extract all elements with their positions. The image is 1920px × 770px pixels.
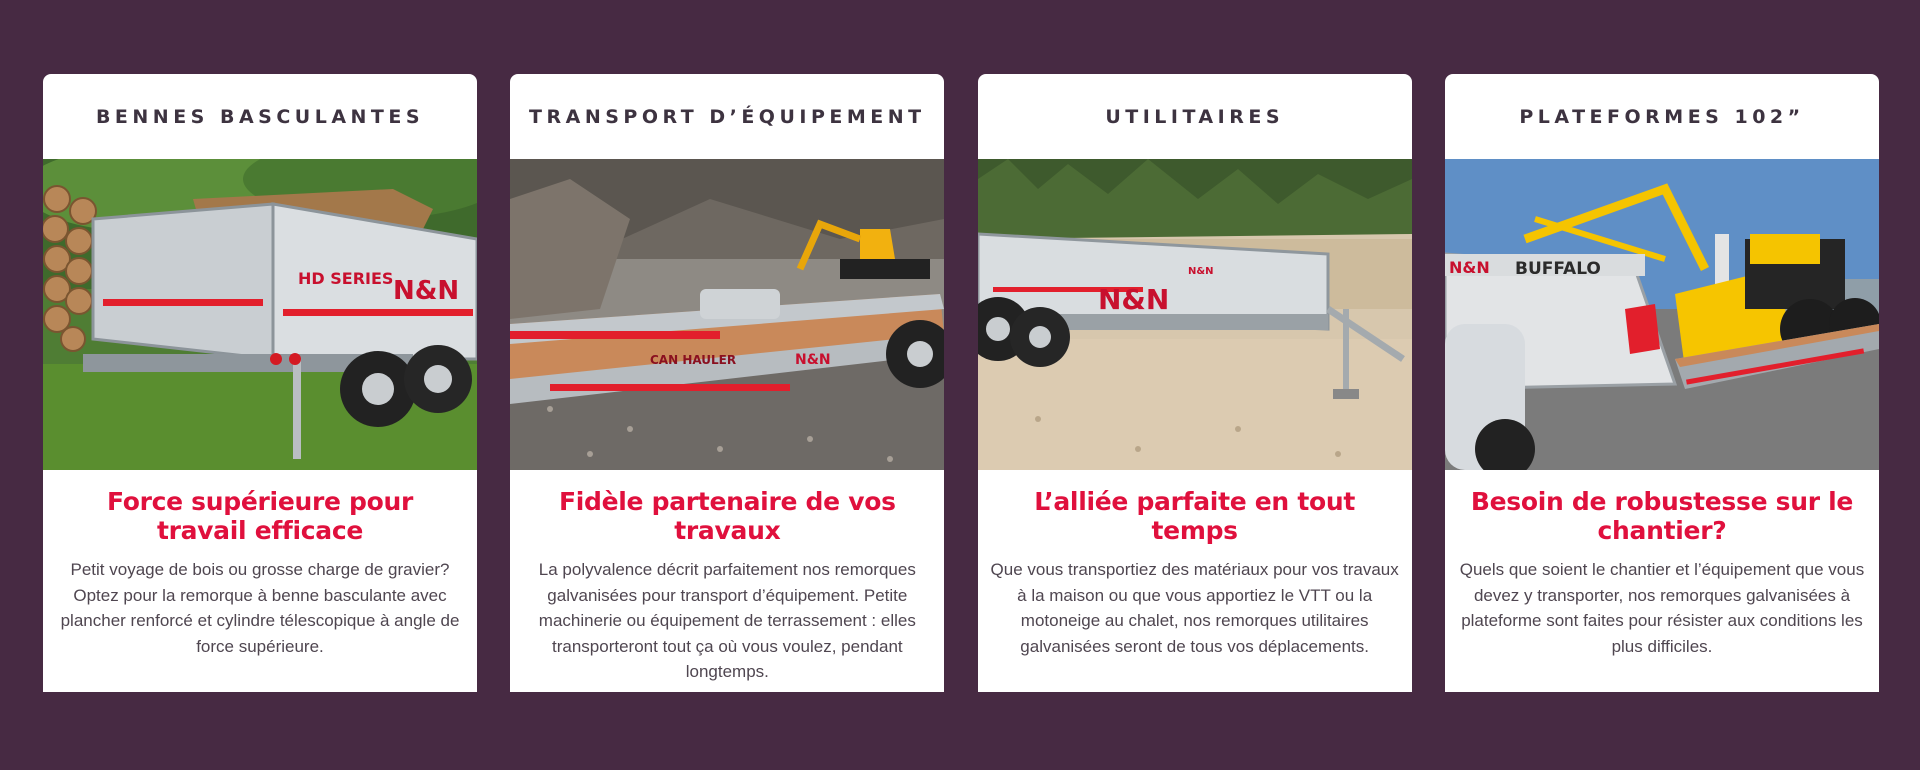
- card-transport-equipement[interactable]: [510, 74, 944, 692]
- card-title: Fidèle partenaire de vos travaux: [558, 487, 896, 545]
- flatbed-trailer-photo[interactable]: [1445, 159, 1879, 470]
- svg-text:BUFFALO: BUFFALO: [1514, 259, 1601, 279]
- card-description: Petit voyage de bois ou grosse charge de gravier? Optez pour la remorque à benne basculante avec plancher renforcé et cylindre télescopique à angle de force supérieure.: [60, 560, 460, 656]
- svg-text:N&N: N&N: [1448, 258, 1490, 277]
- svg-text:CAN HAULER: CAN HAULER: [650, 353, 737, 367]
- card-category: PLATEFORMES 102”: [1519, 105, 1805, 128]
- svg-text:N&N: N&N: [795, 352, 831, 368]
- card-category: TRANSPORT D’ÉQUIPEMENT: [529, 105, 926, 128]
- equipment-trailer-photo[interactable]: [510, 159, 944, 470]
- card-bennes-basculantes[interactable]: [43, 74, 477, 692]
- svg-text:N&N: N&N: [1097, 283, 1169, 316]
- card-description: Que vous transportiez des matériaux pour vos travaux à la maison ou que vous apportiez le VTT ou la motoneige au chalet, nos remorques utilitaires galvanisées seront de tous vos déplacements.: [990, 560, 1399, 656]
- card-plateformes-102[interactable]: [1445, 74, 1879, 692]
- svg-text:HD SERIES: HD SERIES: [298, 269, 394, 288]
- card-utilitaires[interactable]: [978, 74, 1412, 692]
- card-description: Quels que soient le chantier et l’équipement que vous devez y transporter, nos remorques galvanisées à plateforme sont faites pour résister aux conditions les plus difficiles.: [1459, 560, 1865, 656]
- card-title: L’alliée parfaite en tout temps: [1034, 487, 1356, 545]
- svg-text:N&N: N&N: [1187, 266, 1214, 277]
- trailer-category-cards: [43, 74, 1879, 692]
- svg-text:N&N: N&N: [393, 276, 460, 306]
- card-category: BENNES BASCULANTES: [95, 105, 425, 128]
- card-category: UTILITAIRES: [1105, 105, 1284, 128]
- card-title: Force supérieure pour travail efficace: [106, 487, 414, 545]
- card-title: Besoin de robustesse sur le chantier?: [1470, 487, 1854, 545]
- card-description: La polyvalence décrit parfaitement nos remorques galvanisées pour transport d’équipement. Petite machinerie ou équipement de terrassement : elles transporteront tout ça où vous voulez, pendant longtemps.: [538, 560, 916, 681]
- dump-trailer-photo[interactable]: [43, 159, 477, 470]
- utility-trailer-photo[interactable]: [978, 159, 1412, 470]
